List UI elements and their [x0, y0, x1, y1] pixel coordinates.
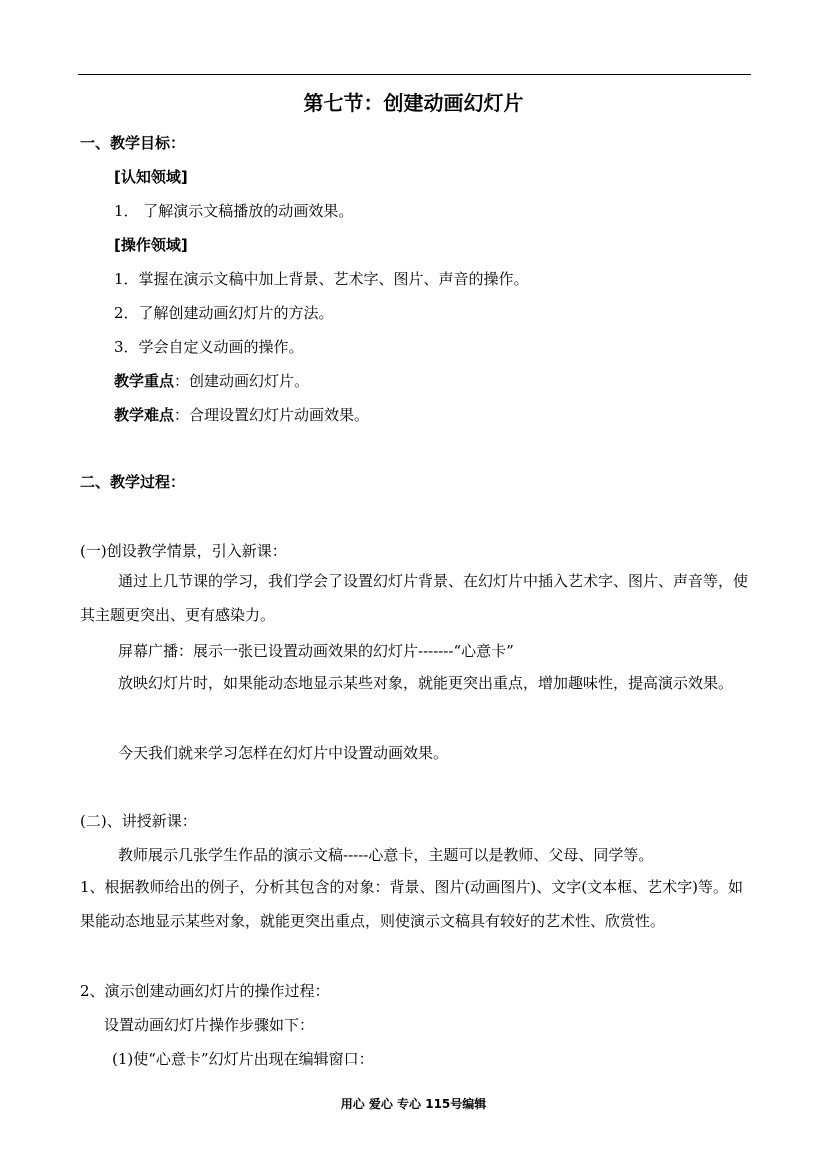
part1-heading: (一)创设教学情景，引入新课： — [80, 542, 287, 560]
operation-item-3: 3．学会自定义动画的操作。 — [114, 338, 304, 356]
page-title: 第七节：创建动画幻灯片 — [303, 91, 524, 115]
part1-paragraph-3: 放映幻灯片时，如果能动态地显示某些对象，就能更突出重点，增加趣味性，提高演示效果。 — [118, 674, 734, 692]
part2-paragraph-4: 设置动画幻灯片操作步骤如下： — [104, 1016, 315, 1034]
cognitive-item-1: 1． 了解演示文稿播放的动画效果。 — [114, 202, 354, 220]
key-point-label: 教学重点 — [114, 372, 175, 390]
part1-paragraph-1: 通过上几节课的学习，我们学会了设置幻灯片背景、在幻灯片中插入艺术字、图片、声音等，使其主题更突出、更有感染力。 — [80, 572, 749, 624]
operation-item-1: 1．掌握在演示文稿中加上背景、艺术字、图片、声音的操作。 — [114, 270, 529, 288]
section2-heading: 二、教学过程： — [80, 473, 186, 491]
header-rule — [78, 74, 751, 75]
part1-paragraph-2: 屏幕广播：展示一张已设置动画效果的幻灯片-------“心意卡” — [118, 642, 514, 660]
difficulty-line — [114, 405, 369, 425]
part2-paragraph-2: 1、根据教师给出的例子，分析其包含的对象：背景、图片(动画图片)、文字(文本框、艺术字)等。如果能动态地显示某些对象，就能更突出重点，则使演示文稿具有较好的艺术性、欣赏性。 — [80, 878, 743, 930]
cognitive-label: [认知领域] — [114, 168, 188, 186]
part2-paragraph-3: 2、演示创建动画幻灯片的操作过程： — [80, 982, 330, 1000]
part2-paragraph-1: 教师展示几张学生作品的演示文稿-----心意卡，主题可以是教师、父母、同学等。 — [118, 846, 654, 864]
section1-heading: 一、教学目标： — [80, 134, 186, 152]
difficulty-label: 教学难点 — [114, 406, 175, 424]
operation-item-2: 2．了解创建动画幻灯片的方法。 — [114, 304, 334, 322]
difficulty-text: ：合理设置幻灯片动画效果。 — [174, 406, 370, 424]
part1-paragraph-4: 今天我们就来学习怎样在幻灯片中设置动画效果。 — [118, 744, 449, 762]
key-point-line — [114, 371, 309, 391]
operation-label: [操作领域] — [114, 236, 188, 254]
part2-heading: (二)、讲授新课： — [80, 812, 197, 830]
key-point-text: ：创建动画幻灯片。 — [174, 372, 310, 390]
page-footer: 用心 爱心 专心 115号编辑 — [340, 1097, 487, 1111]
part2-paragraph-5: (1)使“心意卡”幻灯片出现在编辑窗口： — [112, 1050, 374, 1068]
